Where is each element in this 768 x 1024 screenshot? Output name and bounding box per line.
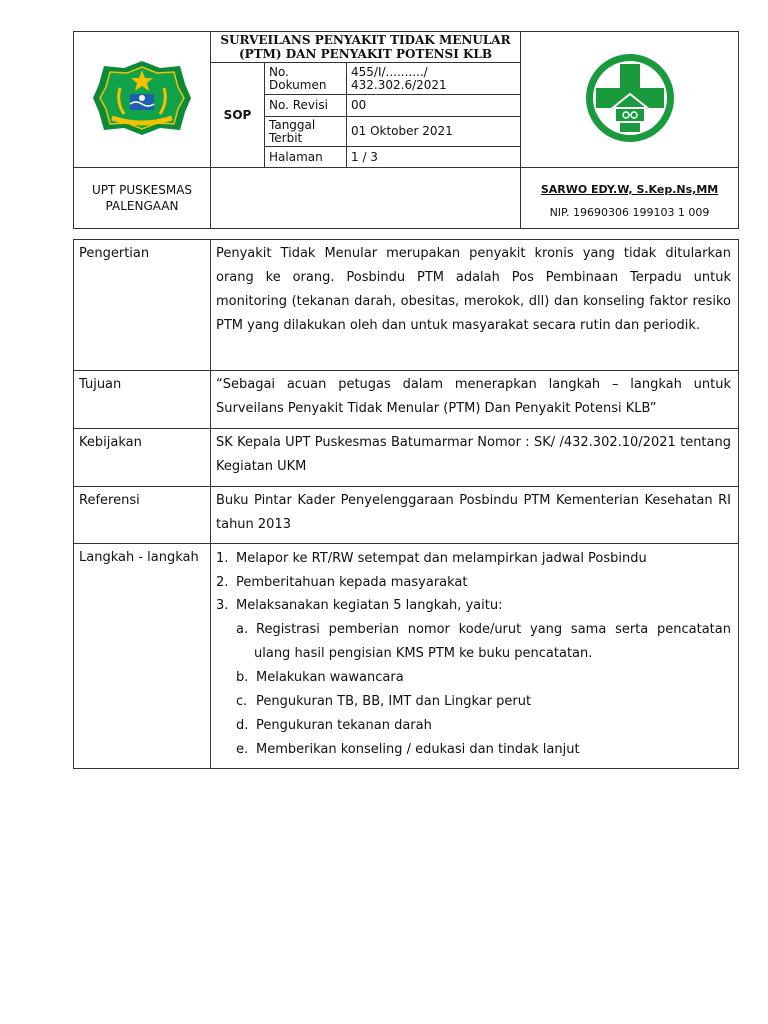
puskesmas-cross-icon (582, 50, 678, 146)
signer-nip: NIP. 19690306 199103 1 009 (549, 206, 710, 219)
substeps-list (216, 618, 731, 762)
section-label-kebijakan: Kebijakan (74, 429, 211, 487)
section-label-tujuan: Tujuan (74, 371, 211, 429)
section-row (74, 240, 739, 371)
signer-name: SARWO EDY.W, S.Kep.Ns,MM (540, 183, 719, 196)
meta-value-document: 455/I/........../ 432.302.6/2021 (347, 63, 521, 95)
meta-label-page: Halaman (265, 147, 347, 168)
organization-name: UPT PUSKESMAS PALENGAAN (74, 168, 211, 229)
puskesmas-logo-cell (521, 32, 739, 168)
sop-header-table (73, 31, 739, 229)
regency-logo-cell (74, 32, 211, 168)
meta-label-issue-date: Tanggal Terbit (265, 117, 347, 147)
meta-value-page: 1 / 3 (347, 147, 521, 168)
empty-middle-cell (211, 168, 521, 229)
list-item: a. Registrasi pemberian nomor kode/urut yang sama serta pencatatan ulang hasil pengisian KMS PTM ke buku pencatatan. (236, 621, 731, 661)
list-item: b. Melakukan wawancara (236, 669, 404, 685)
meta-label-revision: No. Revisi (265, 95, 347, 117)
sop-label: SOP (211, 63, 265, 168)
list-item: 1. Melapor ke RT/RW setempat dan melampirkan jadwal Posbindu (216, 551, 647, 566)
list-item: d. Pengukuran tekanan darah (236, 717, 432, 733)
list-item: 2. Pemberitahuan kepada masyarakat (216, 574, 468, 590)
section-row (74, 429, 739, 487)
signature-block (521, 168, 739, 229)
steps-list (216, 547, 731, 618)
section-text-kebijakan: SK Kepala UPT Puskesmas Batumarmar Nomor : SK/ /432.302.10/2021 tentang Kegiatan UKM (211, 429, 739, 487)
section-row (74, 371, 739, 429)
section-label-referensi: Referensi (74, 487, 211, 544)
steps-cell (211, 544, 739, 769)
meta-value-issue-date: 01 Oktober 2021 (347, 117, 521, 147)
section-text-referensi: Buku Pintar Kader Penyelenggaraan Posbindu PTM Kementerian Kesehatan RI tahun 2013 (211, 487, 739, 544)
list-item: e. Memberikan konseling / edukasi dan tindak lanjut (236, 741, 580, 757)
list-item: 3. Melaksanakan kegiatan 5 langkah, yaitu: (216, 598, 503, 613)
list-item: c. Pengukuran TB, BB, IMT dan Lingkar perut (236, 693, 532, 709)
regency-emblem-icon (90, 58, 194, 138)
sop-content-table (73, 239, 739, 769)
section-label-pengertian: Pengertian (74, 240, 211, 371)
section-text-pengertian: Penyakit Tidak Menular merupakan penyakit kronis yang tidak ditularkan orang ke orang. Posbindu PTM adalah Pos Pembinaan Terpadu untuk monitoring (tekanan darah, obesitas, merokok, dll) dan konseling faktor resiko PTM yang dilakukan oleh dan untuk masyarakat secara rutin dan periodik. (211, 240, 739, 371)
meta-label-document: No. Dokumen (265, 63, 347, 95)
meta-value-revision: 00 (347, 95, 521, 117)
section-row (74, 544, 739, 769)
section-row (74, 487, 739, 544)
section-text-tujuan: “Sebagai acuan petugas dalam menerapkan langkah – langkah untuk Surveilans Penyakit Tidak Menular (PTM) Dan Penyakit Potensi KLB” (211, 371, 739, 429)
document-title: SURVEILANS PENYAKIT TIDAK MENULAR (PTM) DAN PENYAKIT POTENSI KLB (211, 32, 521, 63)
section-label-steps: Langkah - langkah (74, 544, 211, 769)
